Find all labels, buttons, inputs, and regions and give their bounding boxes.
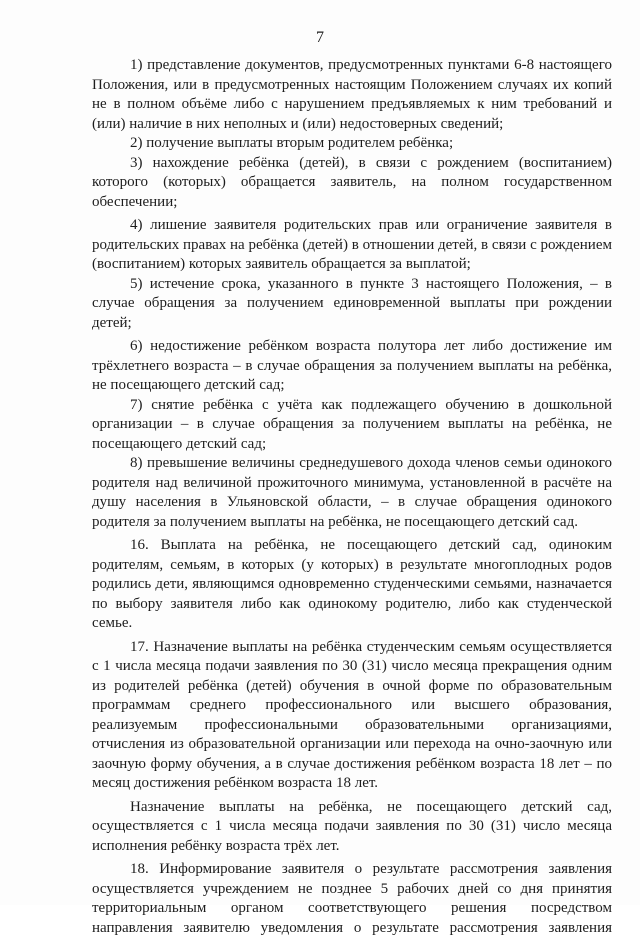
paragraph-denial-reason-6: 6) недостижение ребёнком возраста полутора лет либо достижение им трёхлетнего возраста – в случае обращения за получением выплаты на ребёнка, не посещающего детский сад; bbox=[92, 338, 612, 393]
paragraph-clause-16: 16. Выплата на ребёнка, не посещающего детский сад, одиноким родителям, семьям, в которых (у которых) в результате многоплодных родов родились дети, являющимся одновременно студенческими семьями, назначается по выбору заявителя либо как одинокому родителю, либо как студенческой семье. bbox=[92, 537, 612, 631]
page-number: 7 bbox=[316, 29, 324, 46]
paragraph-clause-17-continued: Назначение выплаты на ребёнка, не посещающего детский сад, осуществляется с 1 числа месяца подачи заявления по 30 (31) число месяца исполнения ребёнку возраста трёх лет. bbox=[92, 798, 612, 854]
document-body bbox=[92, 56, 612, 938]
paragraph-denial-reason-4: 4) лишение заявителя родительских прав или ограничение заявителя в родительских правах на ребёнка (детей) в отношении детей, в связи с рождением (воспитанием) которых заявитель обращается за выплатой; bbox=[92, 217, 612, 272]
paragraph-denial-reason-5: 5) истечение срока, указанного в пункте 3 настоящего Положения, – в случае обращения за получением единовременной выплаты при рождении детей; bbox=[92, 275, 612, 331]
paragraph-clause-17: 17. Назначение выплаты на ребёнка студенческим семьям осуществляется с 1 числа месяца подачи заявления по 30 (31) число месяца прекращения одним из родителей ребёнка (детей) обучения в очной форме по образовательным программам среднего профессионального или высшего образования, реализуемым профессиональными образовательными организациями, отчисления из образовательной организации или перехода на очно-заочную или заочную форму обучения, а в случае достижения ребёнком возраста 18 лет – по месяц достижения ребёнком возраста 18 лет. bbox=[92, 638, 612, 791]
paragraph-denial-reason-2: 2) получение выплаты вторым родителем ребёнка; bbox=[130, 135, 454, 151]
paragraph-denial-reason-8: 8) превышение величины среднедушевого дохода членов семьи одинокого родителя над величиной прожиточного минимума, установленной в расчёте на душу населения в Ульяновской области, – в случае обращения одинокого родителя за получением выплаты на ребёнка, не посещающего детский сад. bbox=[92, 455, 612, 530]
paragraph-denial-reason-1: 1) представление документов, предусмотренных пунктами 6-8 настоящего Положения, или в предусмотренных настоящим Положением случаях их копий не в полном объёме либо с нарушением предъявляемых к ним требований и (или) наличие в них неполных и (или) недостоверных сведений; bbox=[92, 57, 612, 132]
paragraph-clause-18: 18. Информирование заявителя о результате рассмотрения заявления осуществляется учреждением не позднее 5 рабочих дней со дня принятия территориальным органом соответствующего решения посредством направления заявителю уведомления о результате рассмотрения заявления bbox=[92, 861, 612, 936]
paragraph-denial-reason-3: 3) нахождение ребёнка (детей), в связи с рождением (воспитанием) которого (которых) обращается заявитель, на полном государственном обеспечении; bbox=[92, 154, 612, 210]
paragraph-denial-reason-7: 7) снятие ребёнка с учёта как подлежащего обучению в дошкольной организации – в случае обращения за получением выплаты на ребёнка, не посещающего детский сад; bbox=[92, 396, 612, 452]
